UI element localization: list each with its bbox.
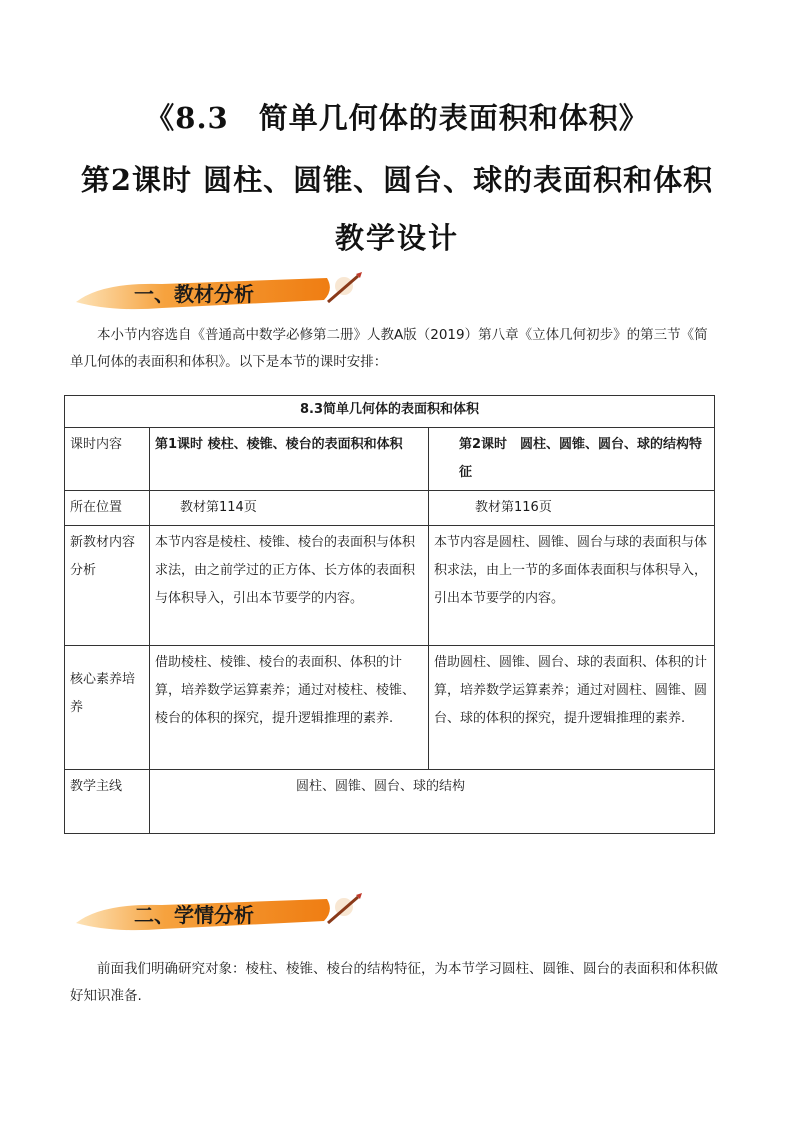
design-heading: 教学设计 — [334, 221, 459, 255]
intro-paragraph: 本小节内容选自《普通高中数学必修第二册》人教A版（2019）第八章《立体几何初步》的第三节《简单几何体的表面积和体积》。以下是本节的课时安排： — [70, 327, 708, 370]
section-title-2: 二、学情分析 — [134, 903, 254, 927]
section-title-1: 一、教材分析 — [134, 282, 254, 306]
section-banner-1 — [72, 272, 372, 316]
cell-lesson-2: 第2课时 圆柱、圆锥、圆台、球的结构特征 — [429, 428, 715, 491]
cell-literacy-2: 借助圆柱、圆锥、圆台、球的表面积、体积的计算，培养数学运算素养；通过对圆柱、圆锥、圆台、球的体积的探究，提升逻辑推理的素养. — [429, 646, 715, 770]
table-row — [65, 491, 715, 526]
table-row — [65, 770, 715, 834]
cell-location-2: 教材第116页 — [429, 491, 715, 526]
analysis-paragraph: 前面我们明确研究对象：棱柱、棱锥、棱台的结构特征，为本节学习圆柱、圆锥、圆台的表面积和体积做好知识准备. — [70, 961, 718, 1004]
table-caption: 8.3简单几何体的表面积和体积 — [65, 396, 715, 428]
table-row — [65, 646, 715, 770]
row-label: 核心素养培养 — [65, 646, 150, 770]
lesson-plan-table — [64, 395, 715, 834]
section-banner-2 — [72, 893, 372, 937]
cell-content-1: 本节内容是棱柱、棱锥、棱台的表面积与体积求法，由之前学过的正方体、长方体的表面积与体积导入，引出本节要学的内容。 — [150, 526, 429, 646]
row-label: 所在位置 — [65, 491, 150, 526]
row-label: 教学主线 — [65, 770, 150, 834]
cell-location-1: 教材第114页 — [150, 491, 429, 526]
table-row — [65, 526, 715, 646]
document-title: 《8.3 简单几何体的表面积和体积》 — [145, 101, 649, 135]
row-label: 新教材内容分析 — [65, 526, 150, 646]
cell-literacy-1: 借助棱柱、棱锥、棱台的表面积、体积的计算，培养数学运算素养；通过对棱柱、棱锥、棱台的体积的探究，提升逻辑推理的素养. — [150, 646, 429, 770]
table-row — [65, 428, 715, 491]
cell-content-2: 本节内容是圆柱、圆锥、圆台与球的表面积与体积求法，由上一节的多面体表面积与体积导入，引出本节要学的内容。 — [429, 526, 715, 646]
cell-mainline: 圆柱、圆锥、圆台、球的结构 — [150, 770, 715, 834]
cell-lesson-1: 第1课时 棱柱、棱锥、棱台的表面积和体积 — [150, 428, 429, 491]
row-label: 课时内容 — [65, 428, 150, 491]
lesson-subtitle: 第2课时 圆柱、圆锥、圆台、球的表面积和体积 — [80, 163, 714, 197]
